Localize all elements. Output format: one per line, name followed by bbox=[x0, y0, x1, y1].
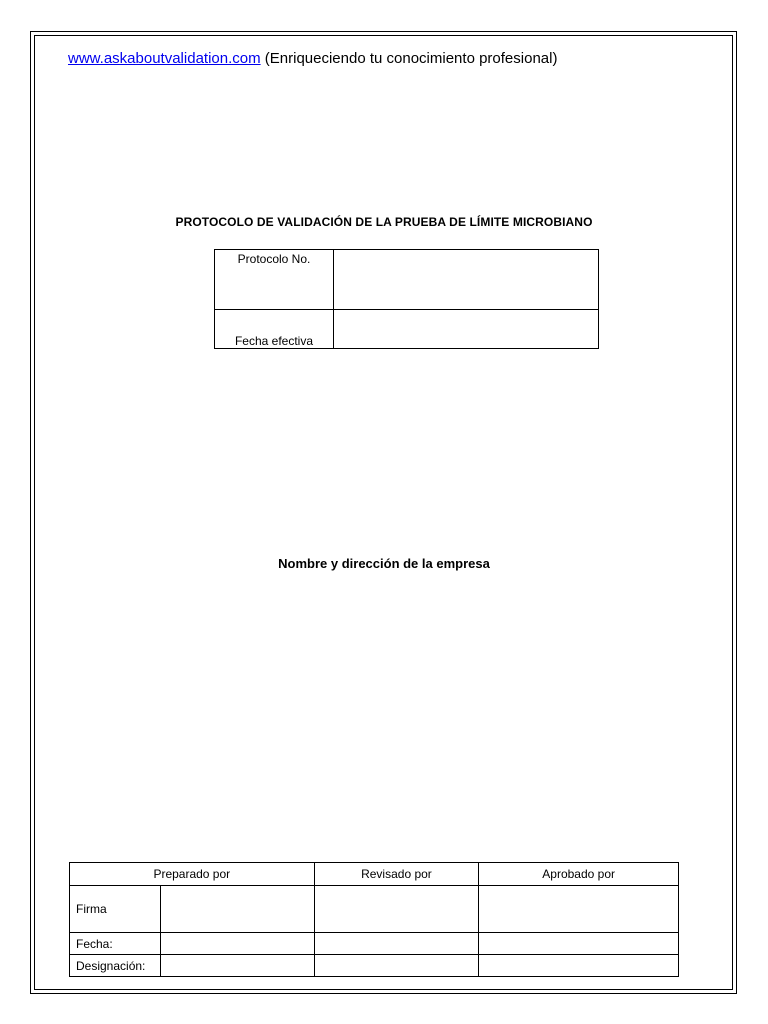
designation-label: Designación: bbox=[70, 955, 161, 977]
website-link[interactable]: www.askaboutvalidation.com bbox=[68, 50, 261, 67]
effective-date-label: Fecha efectiva bbox=[215, 310, 334, 349]
reviewed-signature-cell[interactable] bbox=[314, 886, 479, 933]
approved-signature-cell[interactable] bbox=[479, 886, 679, 933]
reviewed-date-cell[interactable] bbox=[314, 933, 479, 955]
protocol-no-value[interactable] bbox=[334, 250, 599, 310]
signature-row bbox=[70, 886, 679, 933]
document-title: PROTOCOLO DE VALIDACIÓN DE LA PRUEBA DE LÍMITE MICROBIANO bbox=[175, 215, 593, 229]
prepared-date-cell[interactable] bbox=[160, 933, 314, 955]
prepared-by-header: Preparado por bbox=[70, 863, 315, 886]
prepared-signature-cell[interactable] bbox=[160, 886, 314, 933]
approval-table bbox=[69, 862, 679, 977]
signature-label: Firma bbox=[70, 886, 161, 933]
protocol-no-row bbox=[215, 250, 599, 310]
header-tagline: (Enriqueciendo tu conocimiento profesional) bbox=[264, 50, 558, 67]
reviewed-designation-cell[interactable] bbox=[314, 955, 479, 977]
reviewed-by-header: Revisado por bbox=[314, 863, 479, 886]
approved-date-cell[interactable] bbox=[479, 933, 679, 955]
date-label: Fecha: bbox=[70, 933, 161, 955]
date-row bbox=[70, 933, 679, 955]
prepared-designation-cell[interactable] bbox=[160, 955, 314, 977]
header-line bbox=[68, 49, 557, 69]
page-border-inner bbox=[34, 35, 733, 990]
protocol-table bbox=[214, 249, 599, 349]
protocol-no-label: Protocolo No. bbox=[215, 250, 334, 310]
effective-date-value[interactable] bbox=[334, 310, 599, 349]
designation-row bbox=[70, 955, 679, 977]
effective-date-row bbox=[215, 310, 599, 349]
page-border bbox=[30, 31, 737, 994]
approval-header-row bbox=[70, 863, 679, 886]
approved-by-header: Aprobado por bbox=[479, 863, 679, 886]
approved-designation-cell[interactable] bbox=[479, 955, 679, 977]
company-name-address: Nombre y dirección de la empresa bbox=[278, 556, 490, 571]
